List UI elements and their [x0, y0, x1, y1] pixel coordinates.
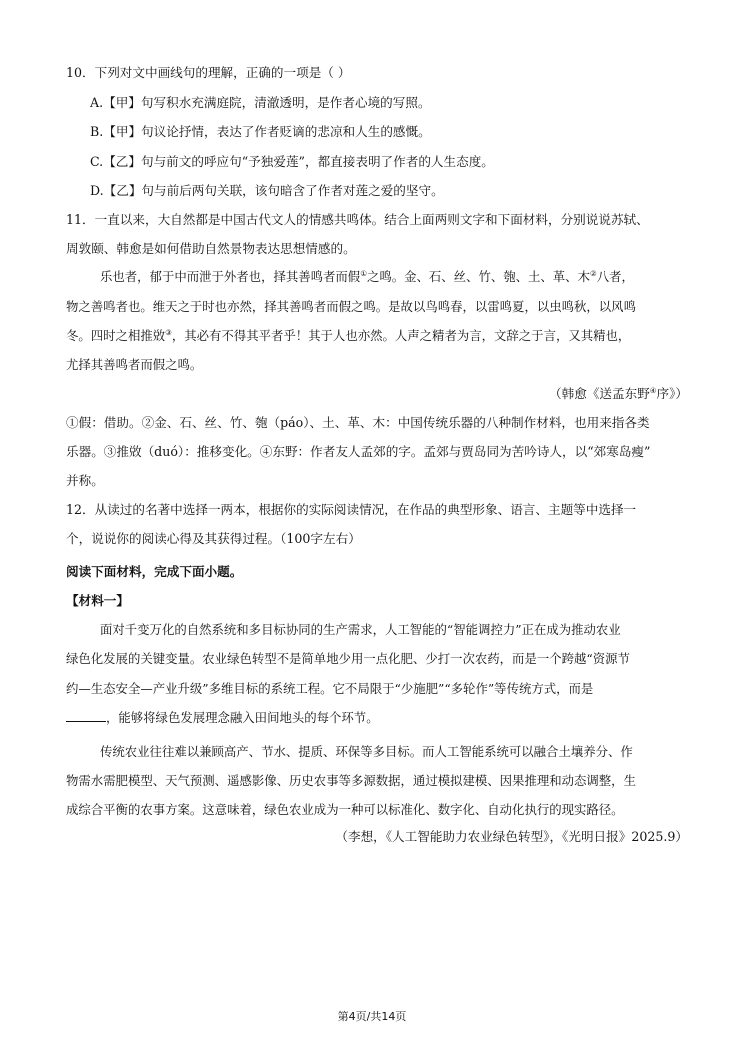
question-10-option-c: C.【乙】句与前文的呼应句“予独爱莲”，都直接表明了作者的人生态度。 — [90, 154, 494, 169]
question-11-stem-line-2: 周敦颐、韩愈是如何借助自然景物表达思想情感的。 — [66, 241, 356, 256]
footnote-marker-3: ③ — [165, 327, 172, 337]
classical-passage-line-1: 乐也者，郁于中而泄于外者也，择其善鸣者而假①之鸣。金、石、丝、竹、匏、土、革、木②八者， — [100, 268, 634, 284]
question-12-stem-line-2: 个，说说你的阅读心得及其获得过程。（100字左右） — [66, 531, 361, 546]
classical-passage-line-2: 物之善鸣者也。维天之于时也亦然，择其善鸣者而假之鸣。是故以鸟鸣春，以雷鸣夏，以虫鸣秋，以风鸣 — [66, 299, 636, 314]
material-citation: （李想，《人工智能助力农业绿色转型》，《光明日报》2025.9） — [335, 829, 688, 844]
page-number-footer: 第4页/共14页 — [337, 1010, 407, 1023]
question-10-option-a: A.【甲】句写积水充满庭院，清澈透明，是作者心境的写照。 — [90, 95, 431, 110]
question-12-stem-line-1: 12．从读过的名著中选择一两本，根据你的实际阅读情况，在作品的典型形象、语言、主题等中选择一 — [66, 502, 637, 517]
footnote-marker-2: ② — [589, 268, 597, 278]
fill-in-blank — [66, 709, 106, 722]
question-11-stem-line-1: 11．一直以来，大自然都是中国古代文人的情感共鸣体。结合上面两则文字和下面材料，分别说说苏轼、 — [66, 212, 649, 227]
material-paragraph-2-line-1: 传统农业往往难以兼顾高产、节水、提质、环保等多目标。而人工智能系统可以融合土壤养分、作 — [100, 744, 633, 759]
footnote-marker-4: ④ — [649, 385, 657, 395]
question-10-stem: 10．下列对文中画线句的理解，正确的一项是（ ） — [66, 65, 351, 80]
material-paragraph-1-line-3: 约—生态安全—产业升级”多维目标的系统工程。它不局限于“少施肥”“多轮作”等传统方式，而是 — [66, 681, 594, 696]
classical-passage-line-4: 尤择其善鸣者而假之鸣。 — [66, 357, 203, 372]
classical-passage-line-3: 冬。四时之相推敚③，其必有不得其平者乎！其于人也亦然。人声之精者为言，文辞之于言，又其精也， — [66, 327, 631, 343]
annotation-line-1: ①假：借助。②金、石、丝、竹、匏（páo）、土、革、木：中国传统乐器的八种制作材料，也用来指各类 — [66, 415, 650, 430]
material-paragraph-1-line-4: ，能够将绿色发展理念融入田间地头的每个环节。 — [66, 709, 686, 727]
annotation-line-3: 并称。 — [66, 473, 104, 488]
material-paragraph-1-line-1: 面对千变万化的自然系统和多目标协同的生产需求，人工智能的“智能调控力”正在成为推动农业 — [100, 622, 621, 637]
material-paragraph-2-line-3: 成综合平衡的农事方案。这意味着，绿色农业成为一种可以标准化、数字化、自动化执行的现实路径。 — [66, 802, 624, 817]
annotation-line-2: 乐器。③推敚（duó）：推移变化。④东野：作者友人孟郊的字。孟郊与贾岛同为苦吟诗人，以“郊寒岛瘦” — [66, 444, 651, 459]
material-paragraph-2-line-2: 物需水需肥模型、天气预测、遥感影像、历史农事等多源数据，通过模拟建模、因果推理和动态调整，生 — [66, 773, 636, 788]
reading-instruction: 阅读下面材料，完成下面小题。 — [66, 564, 243, 579]
question-10-option-b: B.【甲】句议论抒情，表达了作者贬谪的悲凉和人生的感慨。 — [90, 124, 431, 139]
footnote-marker-1: ① — [360, 268, 367, 278]
material-one-title: 【材料一】 — [66, 593, 129, 608]
passage-citation: （韩愈《送孟东野④序》） — [549, 385, 688, 401]
question-10-option-d: D.【乙】句与前后两句关联，该句暗含了作者对莲之爱的坚守。 — [90, 183, 444, 198]
material-paragraph-1-line-2: 绿色化发展的关键变量。农业绿色转型不是简单地少用一点化肥、少打一次农药，而是一个跨越“资源节 — [66, 651, 630, 666]
